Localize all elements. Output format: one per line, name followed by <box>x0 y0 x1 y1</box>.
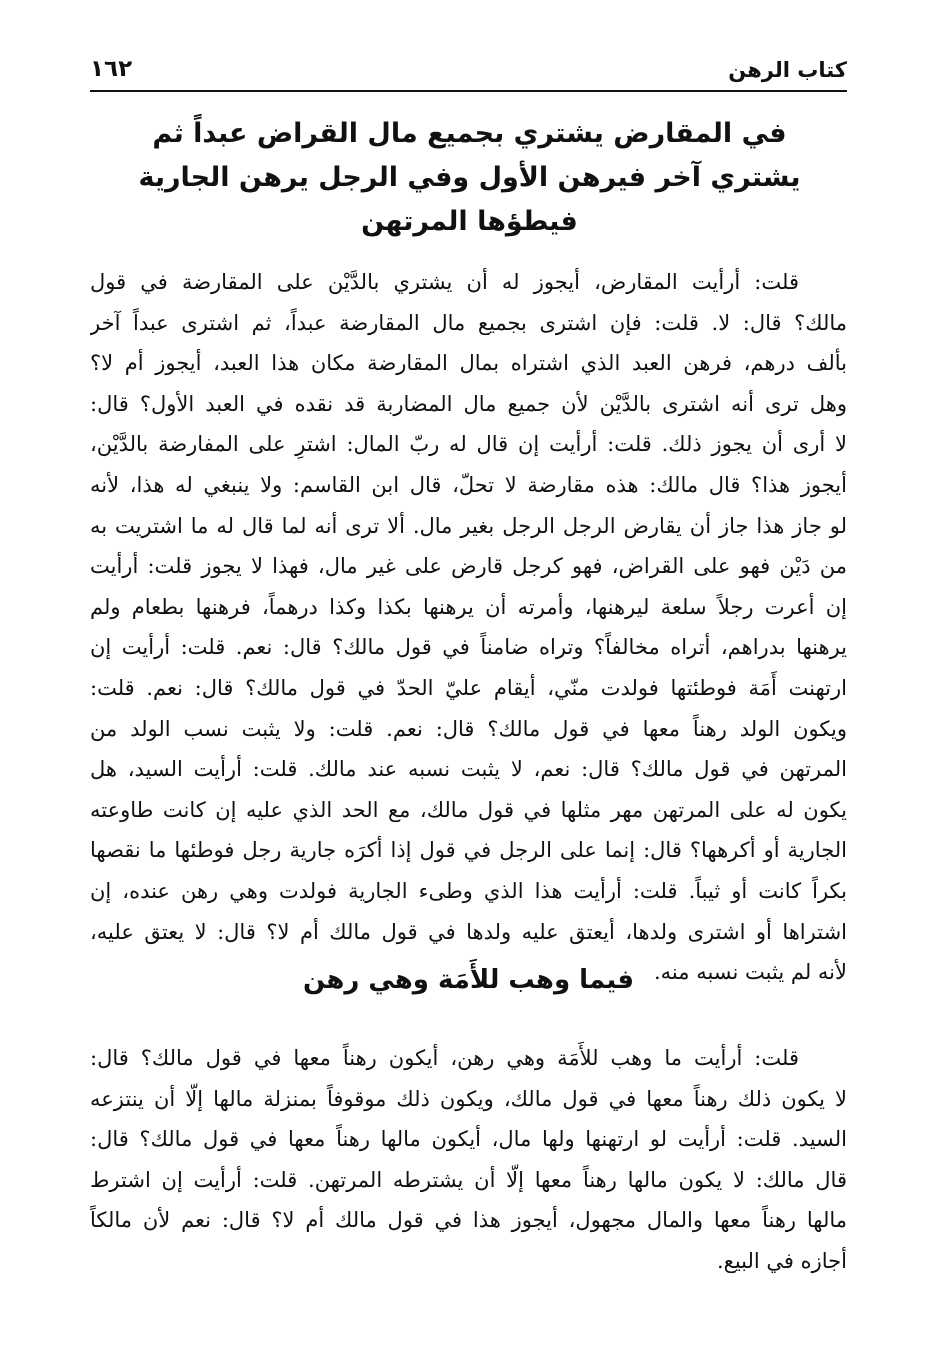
section-body <box>90 262 847 993</box>
text-line: قلت: أرأيت ما وهب للأَمَة وهي رهن، أيكون رهناً معها في قول مالك؟ قال: <box>90 1046 799 1070</box>
text-line: يرهنها بدراهم، أتراه مخالفاً؟ وتراه ضامناً في قول مالك؟ قال: نعم. قلت: أرأيت إن <box>90 635 847 660</box>
text-line: من دَيْن فهو على القراض، فهو كرجل قارض على غير مال، فهذا لا يجوز قلت: أرأيت <box>90 554 847 579</box>
text-line: مالها رهناً معها والمال مجهول، أيجوز هذا في قول مالك أم لا؟ قال: نعم لأن مالكاً <box>90 1208 847 1233</box>
text-line: لا يكون ذلك رهناً معها في قول مالك، ويكون ذلك موقوفاً بمنزلة مالها إلّا أن ينتزعه <box>90 1086 847 1111</box>
text-line: إن أعرت رجلاً سلعة ليرهنها، وأمرته أن يرهنها بكذا وكذا درهماً، فرهنها بطعام ولم <box>90 594 847 619</box>
section-body-2 <box>90 1038 847 1282</box>
text-line: ويكون الولد رهناً معها في قول مالك؟ قال: نعم. قلت: ولا يثبت نسب الولد من <box>90 716 847 741</box>
heading-line: في المقارض يشتري بجميع مال القراض عبداً ثم <box>152 118 787 149</box>
text-line: أجازه في البيع. <box>716 1248 847 1273</box>
heading-line: فيطؤها المرتهن <box>361 206 578 237</box>
text-line: السيد. قلت: أرأيت لو ارتهنها ولها مال، أيكون مالها رهناً معها في قول مالك؟ قال: <box>90 1127 847 1152</box>
text-line: ارتهنت أَمَة فوطئتها فولدت منّي، أيقام عليّ الحدّ في قول مالك؟ قال: نعم. قلت: <box>90 675 847 700</box>
book-title: كتاب الرهن <box>728 58 847 82</box>
text-line: بألف درهم، فرهن العبد الذي اشتراه بمال المقارضة مكان هذا العبد، أيجوز أم لا؟ <box>90 351 847 376</box>
text-line: مالك؟ قال: لا. قلت: فإن اشترى بجميع مال المقارضة عبداً، ثم اشترى عبداً آخر <box>90 310 847 335</box>
section-heading-2: فيما وهب للأَمَة وهي رهن <box>302 965 634 995</box>
text-line: قلت: أرأيت المقارض، أيجوز له أن يشتري بالدَّيْن على المقارضة في قول <box>90 270 799 294</box>
text-line: اشتراها أو اشترى ولدها، أيعتق عليه ولدها في قول مالك أم لا؟ قال: لا يعتق عليه، <box>90 919 847 944</box>
text-line: بكراً كانت أو ثيباً. قلت: أرأيت هذا الذي وطىء الجارية فولدت وهي رهن عنده، إن <box>90 878 847 903</box>
text-line: وهل ترى أنه اشترى بالدَّيْن لأن جميع مال المضاربة قد نقده في العبد الأول؟ قال: <box>90 391 847 416</box>
text-line: لا أرى أن يجوز ذلك. قلت: أرأيت إن قال له ربّ المال: اشترِ على المفارضة بالدَّيْن، <box>90 432 847 457</box>
text-line: الجارية أو أكرهها؟ قال: إنما على الرجل في قول إذا أكرَه جارية رجل فوطئها ما نقصها <box>90 838 847 863</box>
text-line: المرتهن في قول مالك؟ قال: نعم، لا يثبت نسبه عند مالك. قلت: أرأيت السيد، هل <box>90 757 847 782</box>
page-number: ١٦٢ <box>90 56 133 82</box>
text-line: لأنه لم يثبت نسبه منه. <box>654 960 847 985</box>
text-line: يكون له على المرتهن مهر مثلها في قول مالك، مع الحد الذي عليه إن كانت طاوعته <box>90 797 847 822</box>
text-line: أيجوز هذا؟ قال مالك: هذه مقارضة لا تحلّ، قال ابن القاسم: ولا ينبغي له هذا، لأنه <box>90 472 847 497</box>
running-header <box>90 54 847 92</box>
text-line: لو جاز هذا جاز أن يقارض الرجل الرجل بغير مال. ألا ترى أنه لما قال له ما اشتريت به <box>90 513 847 538</box>
text-line: قال مالك: لا يكون مالها رهناً معها إلّا أن يشترطه المرتهن. قلت: أرأيت إن اشترط <box>90 1167 847 1192</box>
section-heading <box>90 112 849 244</box>
heading-line: يشتري آخر فيرهن الأول وفي الرجل يرهن الجارية <box>138 162 801 193</box>
